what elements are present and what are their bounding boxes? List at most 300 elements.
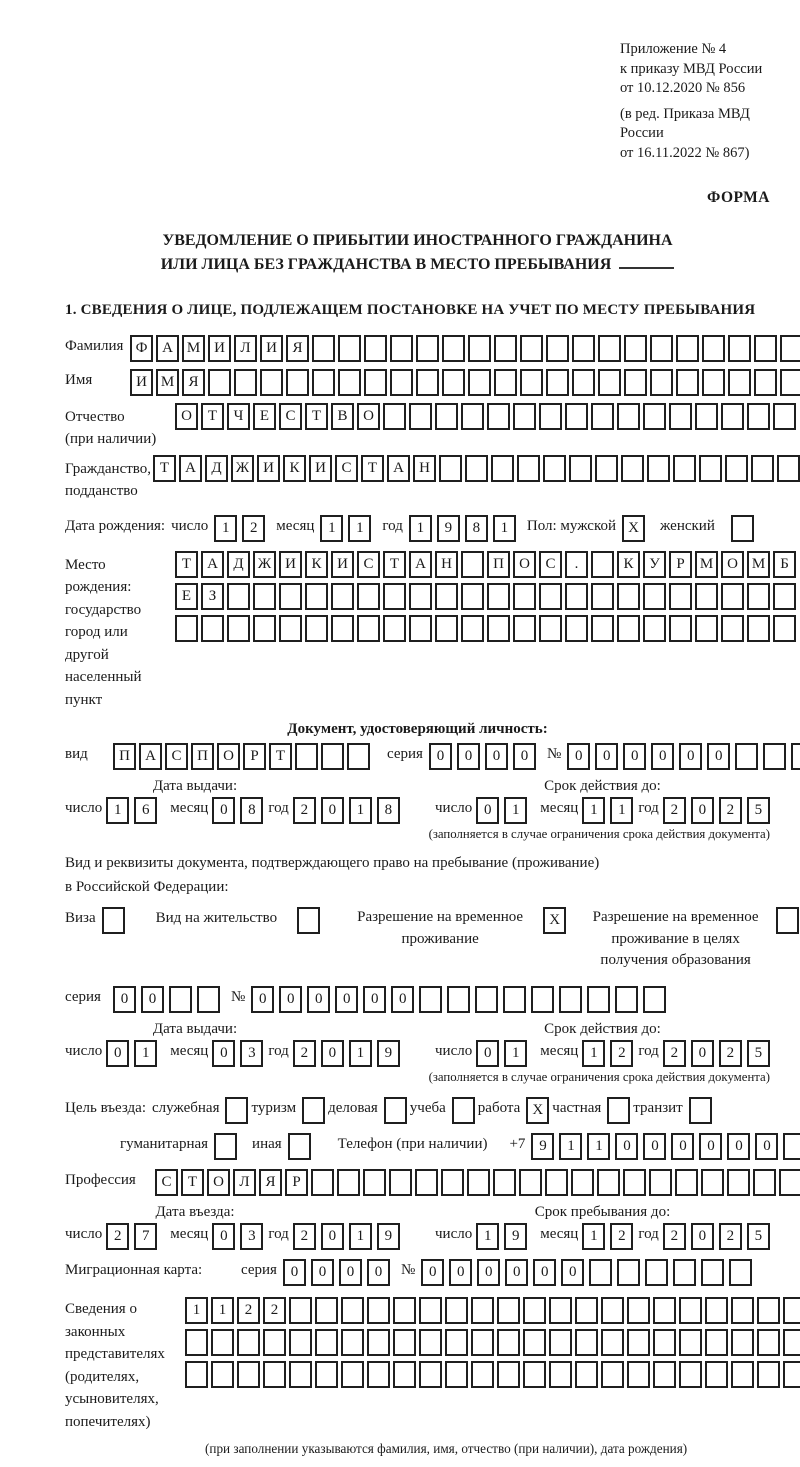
char-box[interactable]: 0 <box>699 1133 722 1160</box>
char-box[interactable] <box>520 335 543 362</box>
char-box[interactable] <box>416 369 439 396</box>
char-box[interactable]: Т <box>383 551 406 578</box>
char-box[interactable] <box>305 615 328 642</box>
char-box[interactable]: 1 <box>134 1040 157 1067</box>
char-box[interactable]: П <box>113 743 136 770</box>
char-box[interactable] <box>435 615 458 642</box>
char-box[interactable] <box>442 369 465 396</box>
char-box[interactable]: 1 <box>214 515 237 542</box>
char-box[interactable]: М <box>182 335 205 362</box>
char-box[interactable] <box>598 335 621 362</box>
char-box[interactable]: 1 <box>348 515 371 542</box>
char-box[interactable] <box>445 1329 468 1356</box>
char-box[interactable]: А <box>139 743 162 770</box>
char-box[interactable] <box>549 1297 572 1324</box>
char-box[interactable] <box>591 403 614 430</box>
char-box[interactable]: Т <box>201 403 224 430</box>
char-box[interactable] <box>523 1297 546 1324</box>
char-box[interactable]: 0 <box>279 986 302 1013</box>
char-box[interactable]: И <box>260 335 283 362</box>
char-box[interactable] <box>260 369 283 396</box>
char-box[interactable]: И <box>257 455 280 482</box>
char-box[interactable]: М <box>695 551 718 578</box>
char-box[interactable]: 1 <box>582 1040 605 1067</box>
char-box[interactable] <box>263 1329 286 1356</box>
char-box[interactable]: И <box>331 551 354 578</box>
char-box[interactable]: 0 <box>671 1133 694 1160</box>
char-box[interactable] <box>617 583 640 610</box>
char-box[interactable]: 0 <box>113 986 136 1013</box>
char-box[interactable]: 3 <box>240 1223 263 1250</box>
char-box[interactable]: Т <box>305 403 328 430</box>
char-box[interactable]: З <box>201 583 224 610</box>
char-box[interactable]: 5 <box>747 797 770 824</box>
char-box[interactable] <box>747 403 770 430</box>
char-box[interactable]: 1 <box>587 1133 610 1160</box>
char-box[interactable]: А <box>387 455 410 482</box>
char-box[interactable]: 2 <box>663 797 686 824</box>
char-box[interactable]: 2 <box>719 1040 742 1067</box>
char-box[interactable] <box>227 583 250 610</box>
char-box[interactable]: 1 <box>320 515 343 542</box>
char-box[interactable] <box>653 1361 676 1388</box>
char-box[interactable]: 5 <box>747 1223 770 1250</box>
char-box[interactable]: 1 <box>106 797 129 824</box>
char-box[interactable] <box>747 583 770 610</box>
char-box[interactable] <box>575 1329 598 1356</box>
char-box[interactable] <box>546 369 569 396</box>
char-box[interactable] <box>390 335 413 362</box>
char-box[interactable] <box>675 1169 698 1196</box>
char-box[interactable] <box>650 369 673 396</box>
char-box[interactable] <box>364 369 387 396</box>
char-box[interactable] <box>783 1361 800 1388</box>
char-box[interactable] <box>312 369 335 396</box>
char-box[interactable] <box>214 1133 237 1160</box>
char-box[interactable] <box>615 986 638 1013</box>
char-box[interactable]: 0 <box>321 797 344 824</box>
char-box[interactable] <box>513 403 536 430</box>
char-box[interactable] <box>445 1297 468 1324</box>
char-box[interactable]: Т <box>361 455 384 482</box>
char-box[interactable] <box>185 1329 208 1356</box>
char-box[interactable] <box>315 1297 338 1324</box>
char-box[interactable] <box>364 335 387 362</box>
char-box[interactable] <box>441 1169 464 1196</box>
char-box[interactable]: 5 <box>747 1040 770 1067</box>
char-box[interactable]: А <box>156 335 179 362</box>
char-box[interactable]: 1 <box>185 1297 208 1324</box>
char-box[interactable]: 1 <box>476 1223 499 1250</box>
char-box[interactable] <box>669 403 692 430</box>
char-box[interactable] <box>575 1361 598 1388</box>
char-box[interactable] <box>384 1097 407 1124</box>
char-box[interactable] <box>297 907 320 934</box>
char-box[interactable] <box>461 615 484 642</box>
char-box[interactable] <box>731 1329 754 1356</box>
char-box[interactable] <box>676 335 699 362</box>
char-box[interactable] <box>643 615 666 642</box>
char-box[interactable]: 9 <box>377 1040 400 1067</box>
char-box[interactable] <box>702 335 725 362</box>
char-box[interactable]: Д <box>205 455 228 482</box>
char-box[interactable] <box>773 403 796 430</box>
char-box[interactable] <box>409 615 432 642</box>
char-box[interactable] <box>647 455 670 482</box>
char-box[interactable] <box>208 369 231 396</box>
char-box[interactable] <box>643 403 666 430</box>
char-box[interactable]: К <box>305 551 328 578</box>
char-box[interactable] <box>531 986 554 1013</box>
char-box[interactable] <box>465 455 488 482</box>
char-box[interactable]: X <box>543 907 566 934</box>
char-box[interactable] <box>673 1259 696 1286</box>
char-box[interactable]: 2 <box>719 1223 742 1250</box>
char-box[interactable]: 3 <box>240 1040 263 1067</box>
char-box[interactable] <box>731 1361 754 1388</box>
char-box[interactable] <box>341 1297 364 1324</box>
char-box[interactable] <box>497 1361 520 1388</box>
char-box[interactable] <box>357 583 380 610</box>
char-box[interactable]: 0 <box>449 1259 472 1286</box>
char-box[interactable] <box>591 583 614 610</box>
char-box[interactable] <box>452 1097 475 1124</box>
char-box[interactable] <box>653 1297 676 1324</box>
char-box[interactable]: А <box>179 455 202 482</box>
char-box[interactable]: 1 <box>582 1223 605 1250</box>
char-box[interactable] <box>487 615 510 642</box>
char-box[interactable] <box>753 1169 776 1196</box>
char-box[interactable] <box>777 455 800 482</box>
char-box[interactable] <box>439 455 462 482</box>
char-box[interactable]: О <box>513 551 536 578</box>
char-box[interactable]: С <box>165 743 188 770</box>
char-box[interactable]: Д <box>227 551 250 578</box>
char-box[interactable] <box>565 615 588 642</box>
char-box[interactable]: 0 <box>141 986 164 1013</box>
char-box[interactable] <box>643 986 666 1013</box>
char-box[interactable]: 0 <box>212 1223 235 1250</box>
char-box[interactable] <box>253 615 276 642</box>
char-box[interactable] <box>367 1297 390 1324</box>
char-box[interactable] <box>650 335 673 362</box>
char-box[interactable] <box>286 369 309 396</box>
char-box[interactable]: 0 <box>321 1223 344 1250</box>
char-box[interactable] <box>783 1297 800 1324</box>
char-box[interactable] <box>747 615 770 642</box>
char-box[interactable]: 0 <box>561 1259 584 1286</box>
char-box[interactable] <box>701 1259 724 1286</box>
char-box[interactable] <box>367 1329 390 1356</box>
char-box[interactable] <box>679 1297 702 1324</box>
char-box[interactable] <box>419 1297 442 1324</box>
char-box[interactable] <box>415 1169 438 1196</box>
char-box[interactable]: 2 <box>293 1040 316 1067</box>
char-box[interactable] <box>201 615 224 642</box>
char-box[interactable]: 0 <box>339 1259 362 1286</box>
char-box[interactable] <box>497 1297 520 1324</box>
char-box[interactable]: О <box>721 551 744 578</box>
char-box[interactable] <box>621 455 644 482</box>
char-box[interactable] <box>549 1329 572 1356</box>
char-box[interactable] <box>468 369 491 396</box>
char-box[interactable]: С <box>335 455 358 482</box>
char-box[interactable]: 2 <box>106 1223 129 1250</box>
char-box[interactable]: В <box>331 403 354 430</box>
char-box[interactable]: Б <box>773 551 796 578</box>
char-box[interactable]: 0 <box>476 1040 499 1067</box>
char-box[interactable]: Т <box>181 1169 204 1196</box>
char-box[interactable] <box>565 403 588 430</box>
char-box[interactable] <box>773 615 796 642</box>
char-box[interactable]: 9 <box>531 1133 554 1160</box>
char-box[interactable]: 1 <box>582 797 605 824</box>
char-box[interactable] <box>754 369 777 396</box>
char-box[interactable]: Л <box>233 1169 256 1196</box>
char-box[interactable]: У <box>643 551 666 578</box>
char-box[interactable] <box>341 1329 364 1356</box>
char-box[interactable] <box>649 1169 672 1196</box>
char-box[interactable]: X <box>622 515 645 542</box>
char-box[interactable]: 0 <box>623 743 646 770</box>
char-box[interactable] <box>419 1361 442 1388</box>
char-box[interactable]: Н <box>435 551 458 578</box>
char-box[interactable] <box>289 1297 312 1324</box>
char-box[interactable]: 7 <box>134 1223 157 1250</box>
char-box[interactable]: 1 <box>211 1297 234 1324</box>
char-box[interactable]: О <box>217 743 240 770</box>
char-box[interactable]: 0 <box>679 743 702 770</box>
char-box[interactable]: 2 <box>237 1297 260 1324</box>
char-box[interactable]: Р <box>243 743 266 770</box>
char-box[interactable] <box>679 1361 702 1388</box>
char-box[interactable] <box>589 1259 612 1286</box>
char-box[interactable] <box>779 1169 800 1196</box>
char-box[interactable]: 0 <box>643 1133 666 1160</box>
char-box[interactable] <box>705 1329 728 1356</box>
char-box[interactable] <box>705 1361 728 1388</box>
char-box[interactable] <box>728 335 751 362</box>
char-box[interactable] <box>695 615 718 642</box>
char-box[interactable]: 0 <box>429 743 452 770</box>
char-box[interactable] <box>523 1329 546 1356</box>
char-box[interactable]: 0 <box>457 743 480 770</box>
char-box[interactable] <box>102 907 125 934</box>
char-box[interactable] <box>523 1361 546 1388</box>
char-box[interactable]: 2 <box>719 797 742 824</box>
char-box[interactable]: 0 <box>212 1040 235 1067</box>
char-box[interactable]: 0 <box>391 986 414 1013</box>
char-box[interactable]: 0 <box>691 1223 714 1250</box>
char-box[interactable] <box>175 615 198 642</box>
char-box[interactable] <box>468 335 491 362</box>
char-box[interactable]: 8 <box>240 797 263 824</box>
char-box[interactable] <box>731 1297 754 1324</box>
char-box[interactable]: И <box>309 455 332 482</box>
char-box[interactable] <box>763 743 786 770</box>
char-box[interactable] <box>461 551 484 578</box>
char-box[interactable]: 2 <box>610 1223 633 1250</box>
char-box[interactable] <box>751 455 774 482</box>
char-box[interactable] <box>289 1361 312 1388</box>
char-box[interactable]: М <box>156 369 179 396</box>
char-box[interactable] <box>295 743 318 770</box>
char-box[interactable]: 2 <box>242 515 265 542</box>
char-box[interactable] <box>471 1361 494 1388</box>
char-box[interactable]: А <box>201 551 224 578</box>
char-box[interactable] <box>461 403 484 430</box>
char-box[interactable] <box>416 335 439 362</box>
char-box[interactable] <box>447 986 470 1013</box>
char-box[interactable] <box>315 1361 338 1388</box>
char-box[interactable] <box>624 335 647 362</box>
char-box[interactable] <box>721 403 744 430</box>
char-box[interactable] <box>679 1329 702 1356</box>
char-box[interactable] <box>572 335 595 362</box>
char-box[interactable]: 0 <box>476 797 499 824</box>
char-box[interactable] <box>475 986 498 1013</box>
char-box[interactable]: П <box>191 743 214 770</box>
char-box[interactable] <box>467 1169 490 1196</box>
char-box[interactable] <box>653 1329 676 1356</box>
char-box[interactable]: 0 <box>513 743 536 770</box>
char-box[interactable] <box>169 986 192 1013</box>
char-box[interactable]: С <box>279 403 302 430</box>
char-box[interactable] <box>587 986 610 1013</box>
char-box[interactable] <box>390 369 413 396</box>
char-box[interactable]: 0 <box>311 1259 334 1286</box>
char-box[interactable]: С <box>357 551 380 578</box>
char-box[interactable] <box>705 1297 728 1324</box>
char-box[interactable]: Н <box>413 455 436 482</box>
char-box[interactable]: М <box>747 551 770 578</box>
char-box[interactable] <box>673 455 696 482</box>
char-box[interactable] <box>780 335 800 362</box>
char-box[interactable] <box>565 583 588 610</box>
char-box[interactable] <box>253 583 276 610</box>
char-box[interactable] <box>487 403 510 430</box>
char-box[interactable]: Р <box>285 1169 308 1196</box>
char-box[interactable] <box>211 1329 234 1356</box>
char-box[interactable]: 0 <box>615 1133 638 1160</box>
char-box[interactable]: К <box>617 551 640 578</box>
char-box[interactable]: И <box>279 551 302 578</box>
char-box[interactable]: 1 <box>504 1040 527 1067</box>
char-box[interactable] <box>571 1169 594 1196</box>
char-box[interactable] <box>643 583 666 610</box>
char-box[interactable] <box>435 403 458 430</box>
char-box[interactable] <box>601 1329 624 1356</box>
char-box[interactable] <box>367 1361 390 1388</box>
char-box[interactable]: 0 <box>321 1040 344 1067</box>
char-box[interactable]: 2 <box>663 1040 686 1067</box>
char-box[interactable] <box>543 455 566 482</box>
char-box[interactable]: 9 <box>437 515 460 542</box>
char-box[interactable]: 0 <box>727 1133 750 1160</box>
char-box[interactable] <box>497 1329 520 1356</box>
char-box[interactable]: 1 <box>409 515 432 542</box>
char-box[interactable]: 2 <box>610 1040 633 1067</box>
char-box[interactable] <box>669 615 692 642</box>
char-box[interactable]: 1 <box>349 1223 372 1250</box>
char-box[interactable] <box>791 743 800 770</box>
char-box[interactable]: А <box>409 551 432 578</box>
char-box[interactable]: 1 <box>493 515 516 542</box>
char-box[interactable]: 0 <box>212 797 235 824</box>
char-box[interactable] <box>494 335 517 362</box>
char-box[interactable]: 0 <box>283 1259 306 1286</box>
char-box[interactable] <box>419 986 442 1013</box>
char-box[interactable] <box>617 403 640 430</box>
char-box[interactable]: Е <box>175 583 198 610</box>
char-box[interactable]: Т <box>175 551 198 578</box>
char-box[interactable] <box>539 615 562 642</box>
char-box[interactable] <box>337 1169 360 1196</box>
char-box[interactable] <box>623 1169 646 1196</box>
char-box[interactable] <box>513 615 536 642</box>
char-box[interactable] <box>783 1133 800 1160</box>
char-box[interactable] <box>539 403 562 430</box>
char-box[interactable] <box>225 1097 248 1124</box>
char-box[interactable] <box>597 1169 620 1196</box>
char-box[interactable]: 0 <box>251 986 274 1013</box>
char-box[interactable]: Т <box>269 743 292 770</box>
char-box[interactable] <box>520 369 543 396</box>
char-box[interactable] <box>263 1361 286 1388</box>
char-box[interactable] <box>419 1329 442 1356</box>
char-box[interactable] <box>669 583 692 610</box>
char-box[interactable] <box>461 583 484 610</box>
char-box[interactable]: 8 <box>465 515 488 542</box>
char-box[interactable] <box>689 1097 712 1124</box>
char-box[interactable] <box>341 1361 364 1388</box>
char-box[interactable]: И <box>208 335 231 362</box>
char-box[interactable] <box>331 583 354 610</box>
char-box[interactable]: 0 <box>335 986 358 1013</box>
char-box[interactable] <box>591 615 614 642</box>
char-box[interactable] <box>624 369 647 396</box>
char-box[interactable]: П <box>487 551 510 578</box>
char-box[interactable] <box>519 1169 542 1196</box>
char-box[interactable] <box>601 1361 624 1388</box>
char-box[interactable] <box>725 455 748 482</box>
char-box[interactable] <box>721 615 744 642</box>
char-box[interactable] <box>757 1329 780 1356</box>
char-box[interactable] <box>347 743 370 770</box>
char-box[interactable] <box>442 335 465 362</box>
char-box[interactable]: 0 <box>106 1040 129 1067</box>
char-box[interactable] <box>393 1297 416 1324</box>
char-box[interactable]: Я <box>286 335 309 362</box>
char-box[interactable] <box>389 1169 412 1196</box>
char-box[interactable] <box>234 369 257 396</box>
char-box[interactable]: 9 <box>377 1223 400 1250</box>
char-box[interactable]: Л <box>234 335 257 362</box>
char-box[interactable]: . <box>565 551 588 578</box>
char-box[interactable] <box>727 1169 750 1196</box>
char-box[interactable] <box>279 615 302 642</box>
char-box[interactable] <box>185 1361 208 1388</box>
char-box[interactable] <box>617 615 640 642</box>
char-box[interactable]: 0 <box>363 986 386 1013</box>
char-box[interactable] <box>338 335 361 362</box>
char-box[interactable]: И <box>130 369 153 396</box>
char-box[interactable]: 1 <box>559 1133 582 1160</box>
char-box[interactable] <box>279 583 302 610</box>
char-box[interactable] <box>607 1097 630 1124</box>
char-box[interactable]: 2 <box>663 1223 686 1250</box>
char-box[interactable] <box>757 1297 780 1324</box>
